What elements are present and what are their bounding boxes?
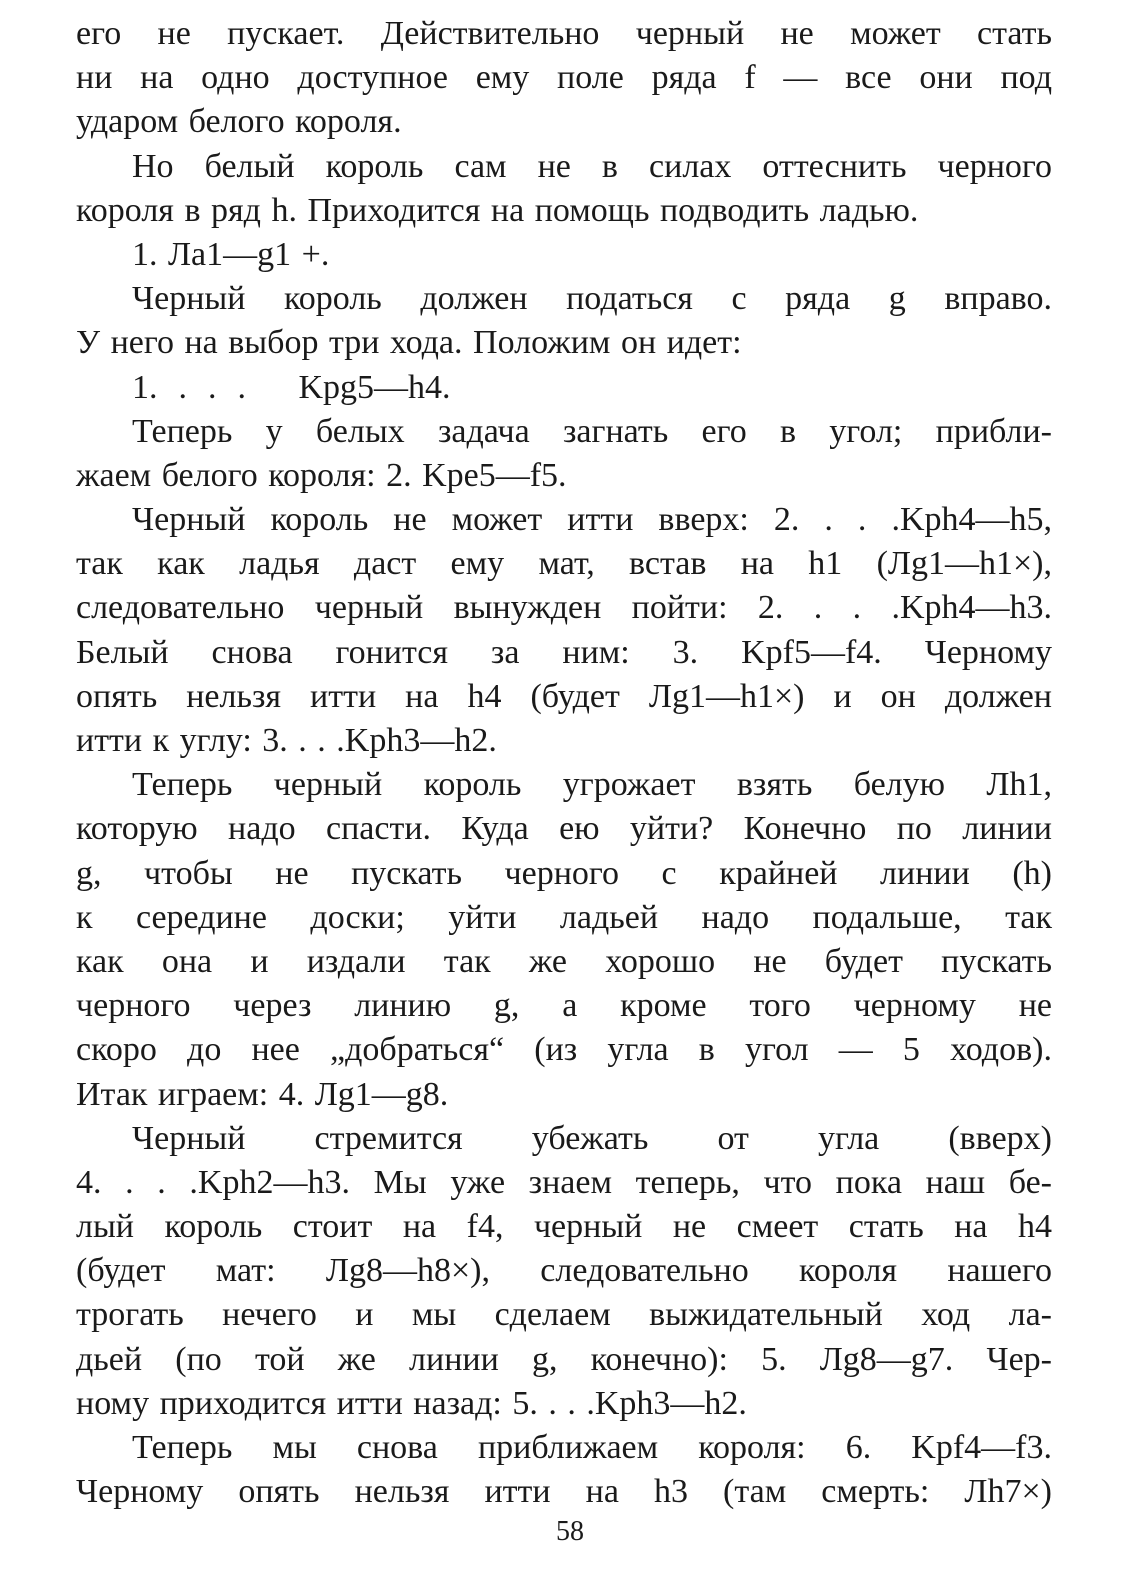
text-line: итти к углу: 3. . . .Kph3—h2.: [76, 722, 497, 759]
page-number: 58: [556, 1516, 584, 1547]
text-line: лый король стоит на f4, черный не смеет стать на h4: [76, 1208, 1052, 1246]
text-line: короля в ряд h. Приходится на помощь подводить ладью.: [76, 191, 919, 229]
text-line: Черному опять нельзя итти на h3 (там смерть: Лh7×): [76, 1473, 1052, 1511]
text-line: как она и издали так же хорошо не будет пускать: [76, 942, 1052, 980]
book-page: [76, 12, 1052, 1532]
text-line: Теперь мы снова приближаем короля: 6. Kpf4—f3.: [132, 1429, 1052, 1466]
text-line: дьей (по той же линии g, конечно): 5. Лg8—g7. Чер-: [76, 1340, 1052, 1378]
move-line-2: [76, 366, 1052, 410]
paragraph-2: [76, 145, 1052, 233]
text-line: жаем белого короля: 2. Kpe5—f5.: [76, 456, 567, 494]
text-line: скоро до нее „добраться“ (из угла в угол — 5 ходов).: [76, 1031, 1052, 1069]
paragraph-8: [76, 1426, 1052, 1514]
paragraph-1: [76, 12, 1052, 145]
text-line: Черный стремится убежать от угла (вверх): [132, 1119, 1052, 1157]
text-line: ударом белого короля.: [76, 103, 402, 141]
text-line: У него на выбор три хода. Положим он идет:: [76, 324, 742, 362]
text-line: черного через линию g, а кроме того черному не: [76, 987, 1052, 1025]
text-line: следовательно черный вынужден пойти: 2. . . .Kph4—h3.: [76, 589, 1052, 627]
text-line: так как ладья даст ему мат, встав на h1 (Лg1—h1×),: [76, 545, 1052, 583]
text-line: (будет мат: Лg8—h8×), следовательно короля нашего: [76, 1252, 1052, 1290]
text-line: к середине доски; уйти ладьей надо подальше, так: [76, 898, 1052, 936]
text-line: g, чтобы не пускать черного с крайней линии (h): [76, 854, 1052, 892]
text-line: 4. . . .Kph2—h3. Мы уже знаем теперь, что пока наш бе-: [76, 1163, 1052, 1201]
text-line: Теперь черный король угрожает взять белую Лh1,: [132, 766, 1052, 804]
text-line: Итак играем: 4. Лg1—g8.: [76, 1075, 449, 1113]
paragraph-4: [76, 410, 1052, 498]
paragraph-3: [76, 277, 1052, 365]
move-line-1: [76, 233, 1052, 277]
text-line: его не пускает. Действительно черный не может стать: [76, 15, 1052, 52]
paragraph-7: [76, 1117, 1052, 1426]
paragraph-5: [76, 498, 1052, 763]
chess-move: 1. Лa1—g1 +.: [132, 235, 330, 273]
chess-move: 1. . . . Kpg5—h4.: [132, 368, 451, 406]
text-line: опять нельзя итти на h4 (будет Лg1—h1×) и он должен: [76, 677, 1052, 715]
text-line: Черный король должен податься с ряда g вправо.: [132, 280, 1052, 318]
text-line: Белый снова гонится за ним: 3. Kpf5—f4. Черному: [76, 633, 1052, 671]
text-line: ни на одно доступное ему поле ряда f — все они под: [76, 59, 1052, 97]
text-line: которую надо спасти. Куда ею уйти? Конечно по линии: [76, 810, 1052, 848]
text-line: Теперь у белых задача загнать его в угол; прибли-: [132, 412, 1052, 450]
paragraph-6: [76, 763, 1052, 1117]
text-line: ному приходится итти назад: 5. . . .Kph3—h2.: [76, 1384, 747, 1422]
text-line: Но белый король сам не в силах оттеснить черного: [132, 147, 1052, 185]
text-line: Черный король не может итти вверх: 2. . . .Kph4—h5,: [132, 501, 1052, 539]
text-line: трогать нечего и мы сделаем выжидательный ход ла-: [76, 1296, 1052, 1334]
